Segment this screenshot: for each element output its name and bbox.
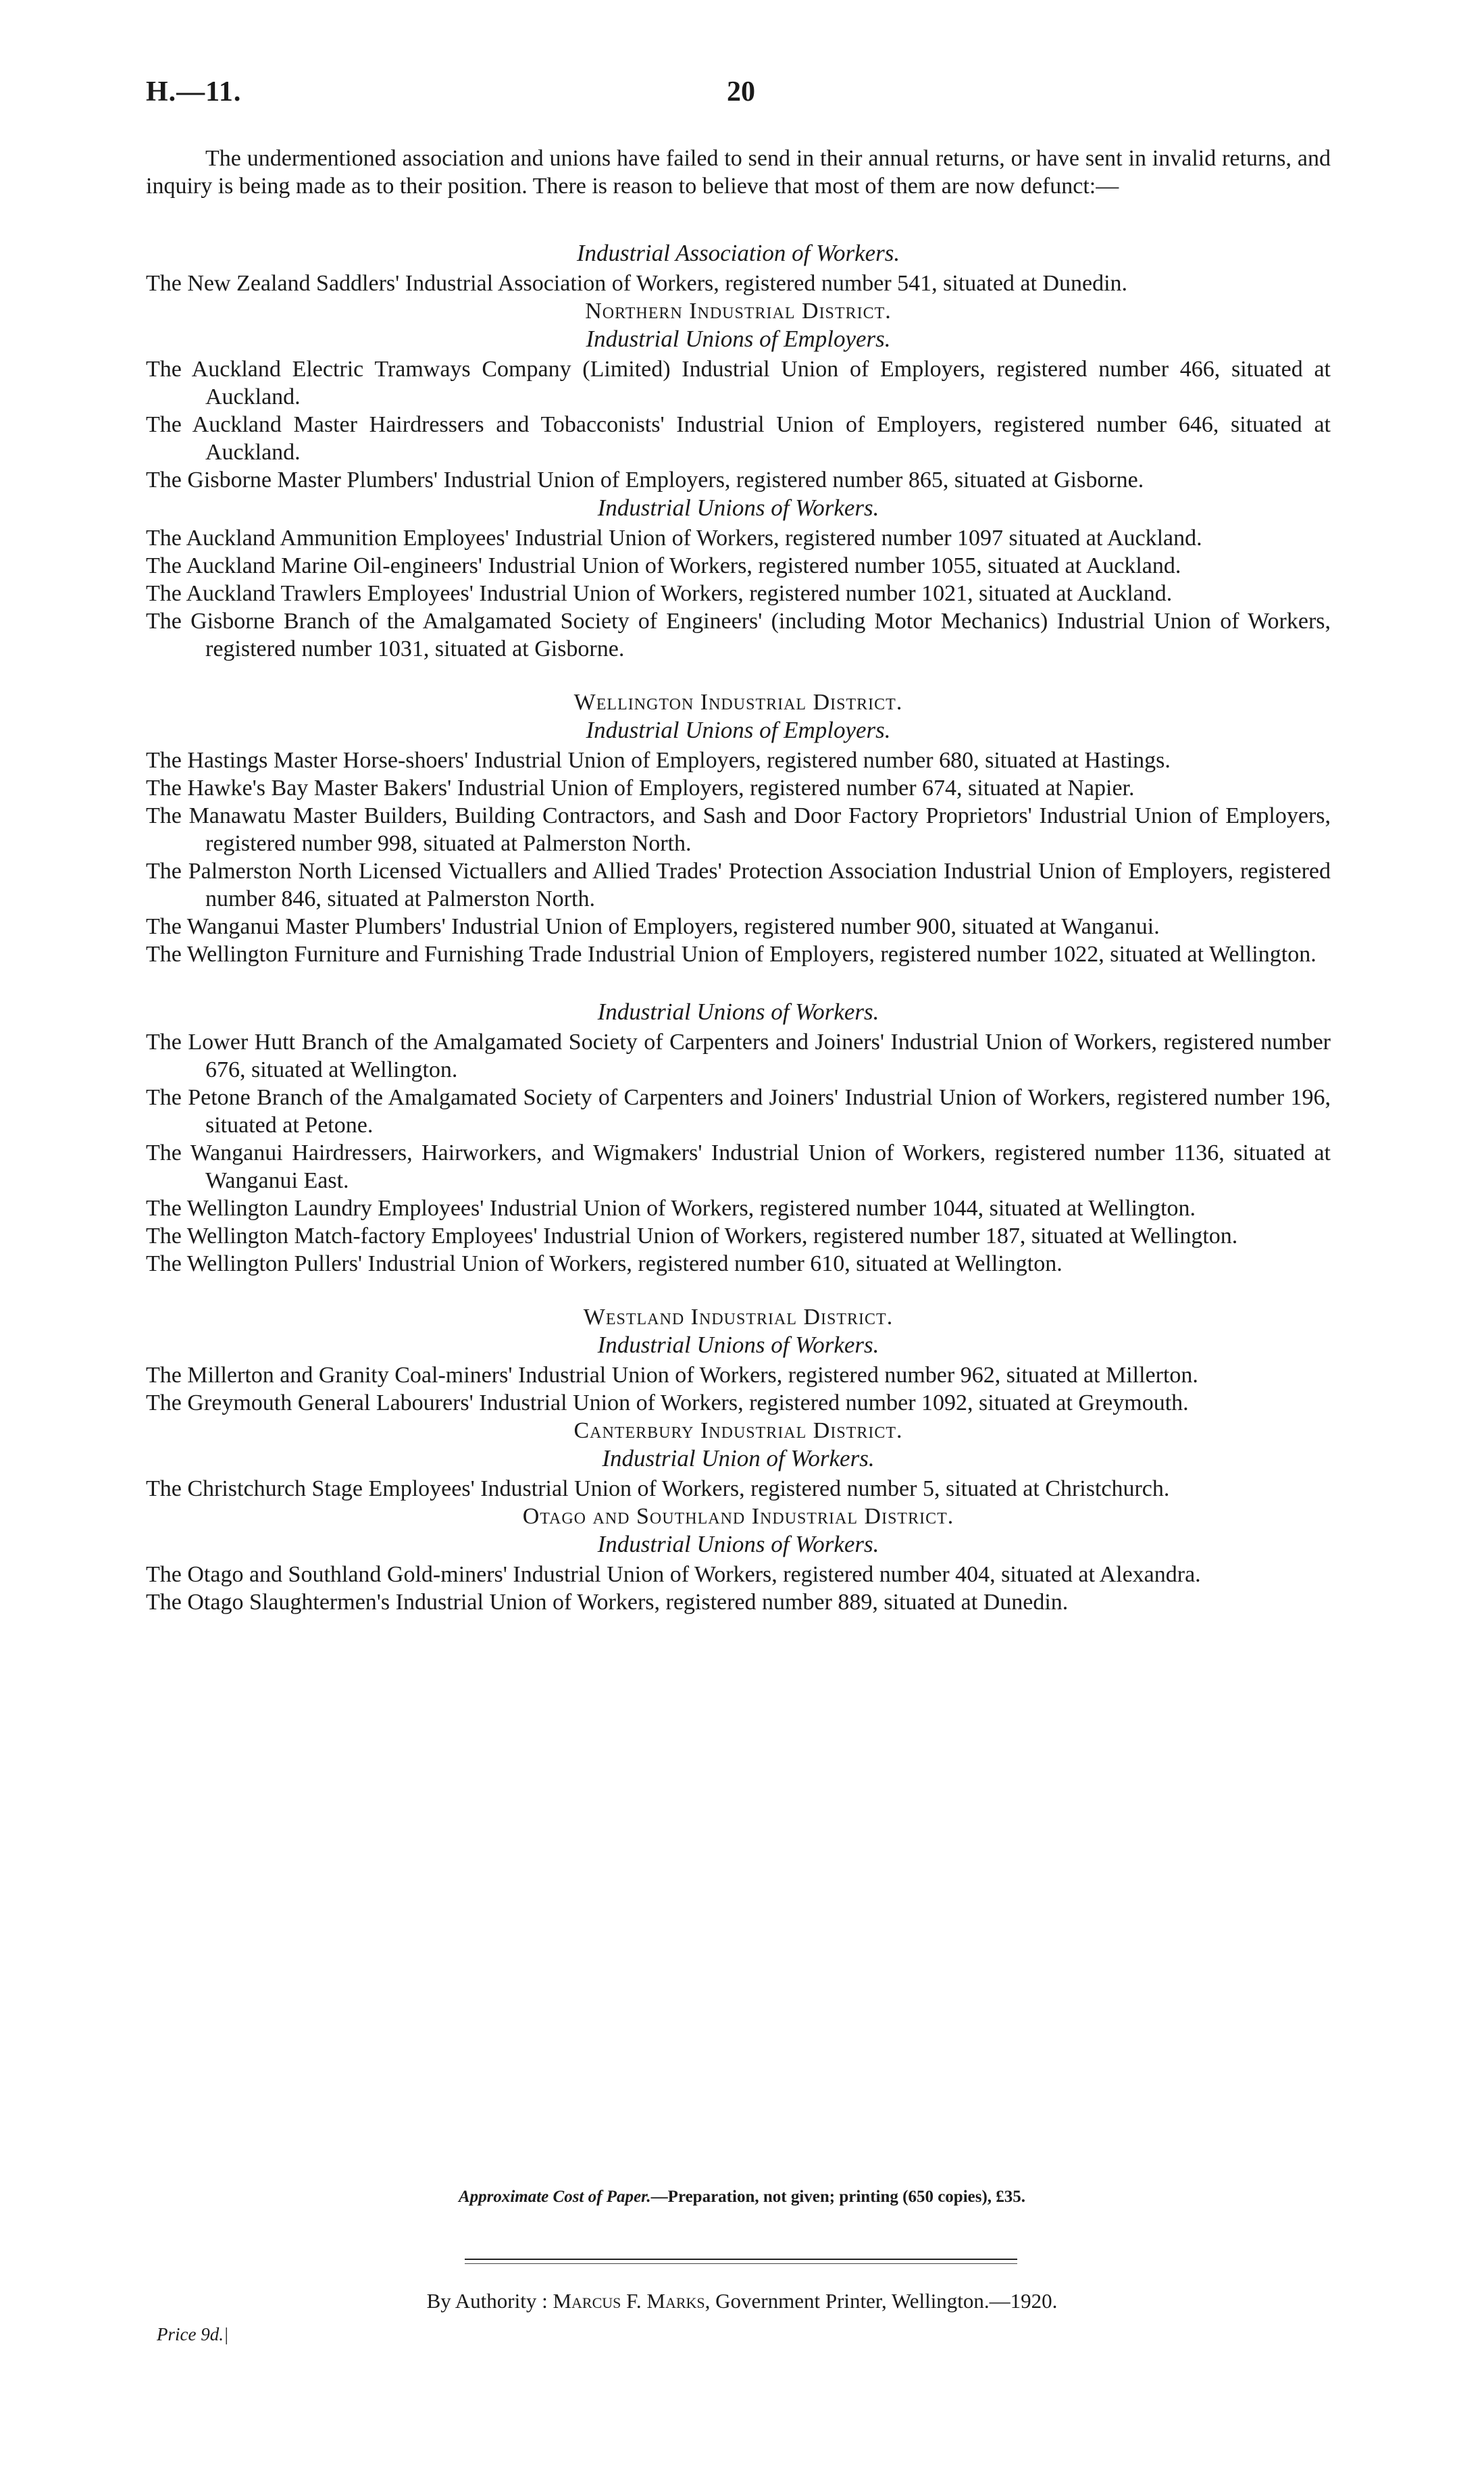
section-canterbury: [146, 1417, 1331, 1503]
union-entry: The Wellington Match-factory Employees' Industrial Union of Workers, registered number 187, situated at Wellington.: [146, 1224, 1238, 1249]
page-body: [146, 145, 1331, 1616]
union-entry: The Auckland Master Hairdressers and Tobacconists' Industrial Union of Employers, registered number 646, situated at Auckland.: [146, 412, 1331, 465]
district-heading: Wellington Industrial District.: [573, 690, 903, 715]
union-entry: The Wellington Furniture and Furnishing Trade Industrial Union of Employers, registered number 1022, situated at Wellington.: [146, 942, 1316, 967]
union-entry: The Wanganui Master Plumbers' Industrial Union of Employers, registered number 900, situated at Wanganui.: [146, 914, 1160, 939]
cost-note: [0, 2188, 1484, 2207]
printer-authority: [0, 2289, 1484, 2313]
union-entry: The Auckland Marine Oil-engineers' Industrial Union of Workers, registered number 1055, situated at Auckland.: [146, 553, 1181, 578]
intro-paragraph: The undermentioned association and unions have failed to send in their annual returns, or have sent in invalid returns, and inquiry is being made as to their position. There is reason to believe that most of them are now defunct:—: [146, 146, 1331, 199]
union-entry: The Otago and Southland Gold-miners' Industrial Union of Workers, registered number 404, situated at Alexandra.: [146, 1562, 1201, 1587]
union-entry: The Christchurch Stage Employees' Industrial Union of Workers, registered number 5, situated at Christchurch.: [146, 1476, 1170, 1501]
union-entry: The Wellington Pullers' Industrial Union of Workers, registered number 610, situated at Wellington.: [146, 1251, 1063, 1276]
union-entry: The Manawatu Master Builders, Building Contractors, and Sash and Door Factory Proprietors' Industrial Union of Employers, registered number 998, situated at Palmerston North.: [146, 803, 1331, 856]
category-heading: Industrial Unions of Workers.: [597, 999, 879, 1025]
union-entry: The New Zealand Saddlers' Industrial Association of Workers, registered number 541, situated at Dunedin.: [146, 271, 1128, 296]
cost-note-detail: —Preparation, not given; printing (650 copies), £35.: [650, 2188, 1026, 2206]
union-entry: The Gisborne Master Plumbers' Industrial Union of Employers, registered number 865, situated at Gisborne.: [146, 468, 1144, 493]
union-entry: The Greymouth General Labourers' Industrial Union of Workers, registered number 1092, situated at Greymouth.: [146, 1390, 1189, 1415]
section-westland: [146, 1303, 1331, 1417]
page-number: 20: [727, 76, 755, 107]
category-heading: Industrial Unions of Workers.: [597, 1531, 879, 1557]
union-entry: The Hawke's Bay Master Bakers' Industrial Union of Employers, registered number 674, situated at Napier.: [146, 776, 1135, 801]
footer-rule: [465, 2259, 1017, 2260]
authority-prefix: By Authority :: [426, 2289, 548, 2313]
section-association: [146, 239, 1331, 297]
union-entry: The Gisborne Branch of the Amalgamated Society of Engineers' (including Motor Mechanics) Industrial Union of Workers, registered number 1031, situated at Gisborne.: [146, 609, 1331, 661]
category-heading: Industrial Unions of Workers.: [597, 495, 879, 521]
document-reference: H.—11.: [146, 76, 242, 107]
printer-name: Marcus F. Marks: [553, 2289, 705, 2313]
union-entry: The Lower Hutt Branch of the Amalgamated Society of Carpenters and Joiners' Industrial Union of Workers, registered number 676, situated at Wellington.: [146, 1030, 1331, 1082]
district-heading: Canterbury Industrial District.: [573, 1418, 903, 1443]
district-heading: Northern Industrial District.: [585, 299, 892, 324]
section-wellington: [146, 688, 1331, 1278]
union-entry: The Petone Branch of the Amalgamated Society of Carpenters and Joiners' Industrial Union of Workers, registered number 196, situated at Petone.: [146, 1085, 1331, 1138]
district-heading: Westland Industrial District.: [583, 1305, 894, 1330]
authority-suffix: , Government Printer, Wellington.—1920.: [705, 2289, 1058, 2313]
category-heading: Industrial Unions of Employers.: [586, 326, 891, 352]
union-entry: The Wellington Laundry Employees' Industrial Union of Workers, registered number 1044, situated at Wellington.: [146, 1196, 1196, 1221]
footer-rule-thin: [465, 2263, 1017, 2264]
union-entry: The Auckland Ammunition Employees' Industrial Union of Workers, registered number 1097 situated at Auckland.: [146, 526, 1202, 551]
category-heading: Industrial Union of Workers.: [602, 1445, 875, 1471]
section-otago-southland: [146, 1503, 1331, 1616]
union-entry: The Auckland Trawlers Employees' Industrial Union of Workers, registered number 1021, situated at Auckland.: [146, 581, 1173, 606]
category-heading: Industrial Unions of Workers.: [597, 1332, 879, 1358]
union-entry: The Wanganui Hairdressers, Hairworkers, and Wigmakers' Industrial Union of Workers, registered number 1136, situated at Wanganui East.: [146, 1140, 1331, 1193]
page-header: [146, 76, 1341, 116]
union-entry: The Palmerston North Licensed Victuallers and Allied Trades' Protection Association Industrial Union of Employers, registered number 846, situated at Palmerston North.: [146, 859, 1331, 911]
category-heading: Industrial Association of Workers.: [576, 240, 900, 266]
district-heading: Otago and Southland Industrial District.: [522, 1504, 954, 1529]
union-entry: The Otago Slaughtermen's Industrial Union of Workers, registered number 889, situated at Dunedin.: [146, 1590, 1069, 1615]
union-entry: The Auckland Electric Tramways Company (Limited) Industrial Union of Employers, registered number 466, situated at Auckland.: [146, 357, 1331, 409]
union-entry: The Hastings Master Horse-shoers' Industrial Union of Employers, registered number 680, situated at Hastings.: [146, 748, 1171, 773]
category-heading: Industrial Unions of Employers.: [586, 717, 891, 743]
price-note: Price 9d.|: [157, 2324, 229, 2344]
cost-note-lead: Approximate Cost of Paper.: [458, 2188, 651, 2206]
union-entry: The Millerton and Granity Coal-miners' Industrial Union of Workers, registered number 962, situated at Millerton.: [146, 1363, 1198, 1388]
section-northern: [146, 297, 1331, 663]
